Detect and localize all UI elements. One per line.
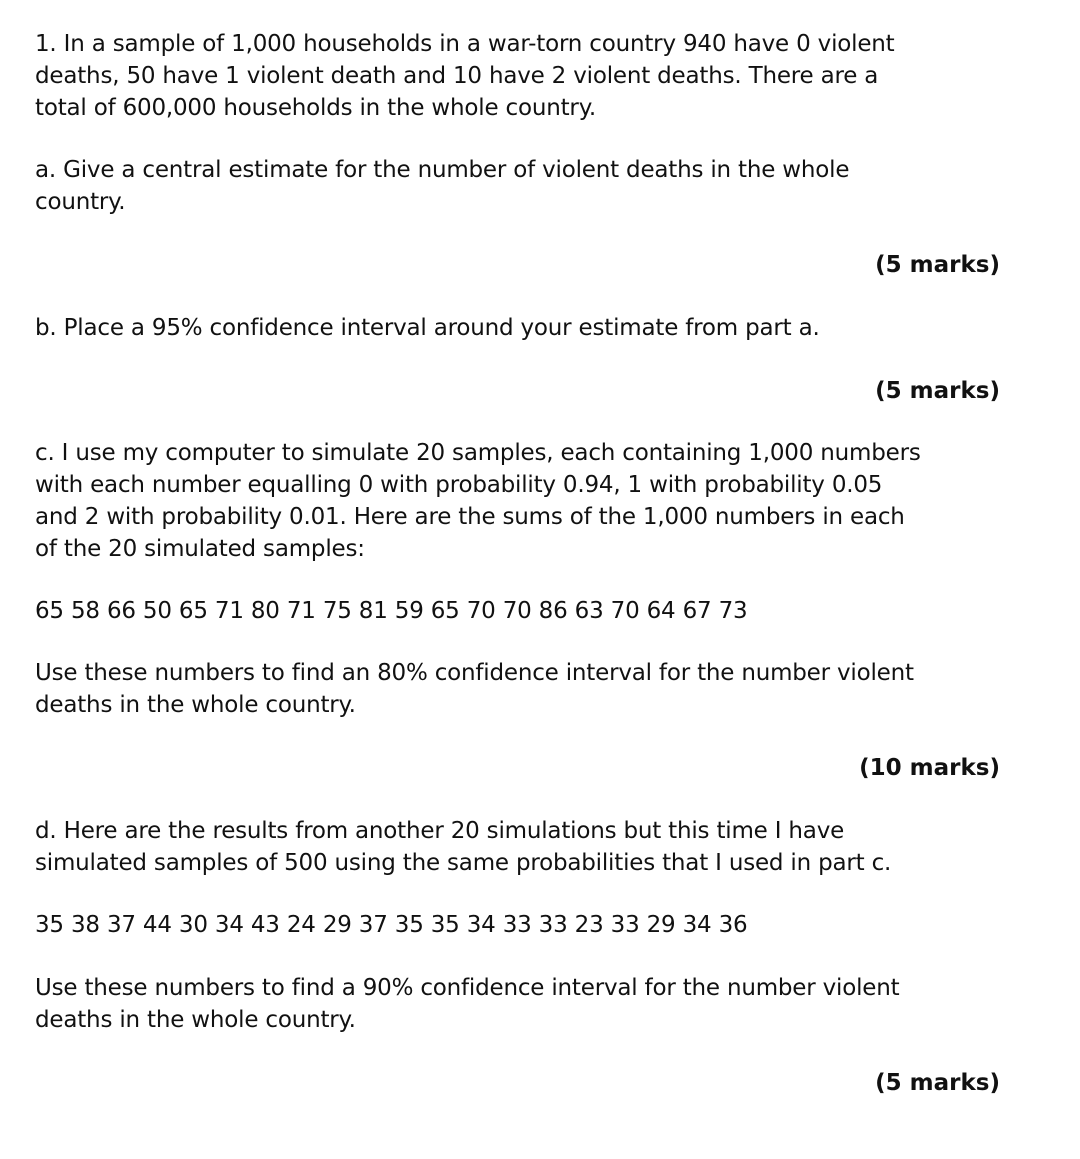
part-c-marks: (10 marks): [859, 755, 1000, 781]
part-a-line-2: country.: [35, 189, 126, 215]
intro-line-3: total of 600,000 households in the whole country.: [35, 95, 596, 121]
part-c-line-1: c. I use my computer to simulate 20 samples, each containing 1,000 numbers: [35, 440, 921, 466]
part-c-line-2: with each number equalling 0 with probability 0.94, 1 with probability 0.05: [35, 472, 883, 498]
intro-line-2: deaths, 50 have 1 violent death and 10 have 2 violent deaths. There are a: [35, 63, 879, 89]
part-b-line-1: b. Place a 95% confidence interval around your estimate from part a.: [35, 315, 820, 341]
part-d-data: 35 38 37 44 30 34 43 24 29 37 35 35 34 33 33 23 33 29 34 36: [35, 912, 748, 938]
part-d-line-1: d. Here are the results from another 20 simulations but this time I have: [35, 818, 845, 844]
part-c-instruction-line-2: deaths in the whole country.: [35, 692, 356, 718]
part-c-line-4: of the 20 simulated samples:: [35, 536, 365, 562]
part-b-marks: (5 marks): [875, 378, 1000, 404]
intro-line-1: 1. In a sample of 1,000 households in a war-torn country 940 have 0 violent: [35, 31, 895, 57]
part-c-instruction-line-1: Use these numbers to find an 80% confidence interval for the number violent: [35, 660, 914, 686]
part-c-data: 65 58 66 50 65 71 80 71 75 81 59 65 70 70 86 63 70 64 67 73: [35, 598, 748, 624]
part-c-line-3: and 2 with probability 0.01. Here are the sums of the 1,000 numbers in each: [35, 504, 905, 530]
part-a-marks: (5 marks): [875, 252, 1000, 278]
part-d-instruction-line-2: deaths in the whole country.: [35, 1007, 356, 1033]
part-a-line-1: a. Give a central estimate for the number of violent deaths in the whole: [35, 157, 850, 183]
part-d-marks: (5 marks): [875, 1070, 1000, 1096]
part-d-line-2: simulated samples of 500 using the same probabilities that I used in part c.: [35, 850, 892, 876]
part-d-instruction-line-1: Use these numbers to find a 90% confidence interval for the number violent: [35, 975, 900, 1001]
